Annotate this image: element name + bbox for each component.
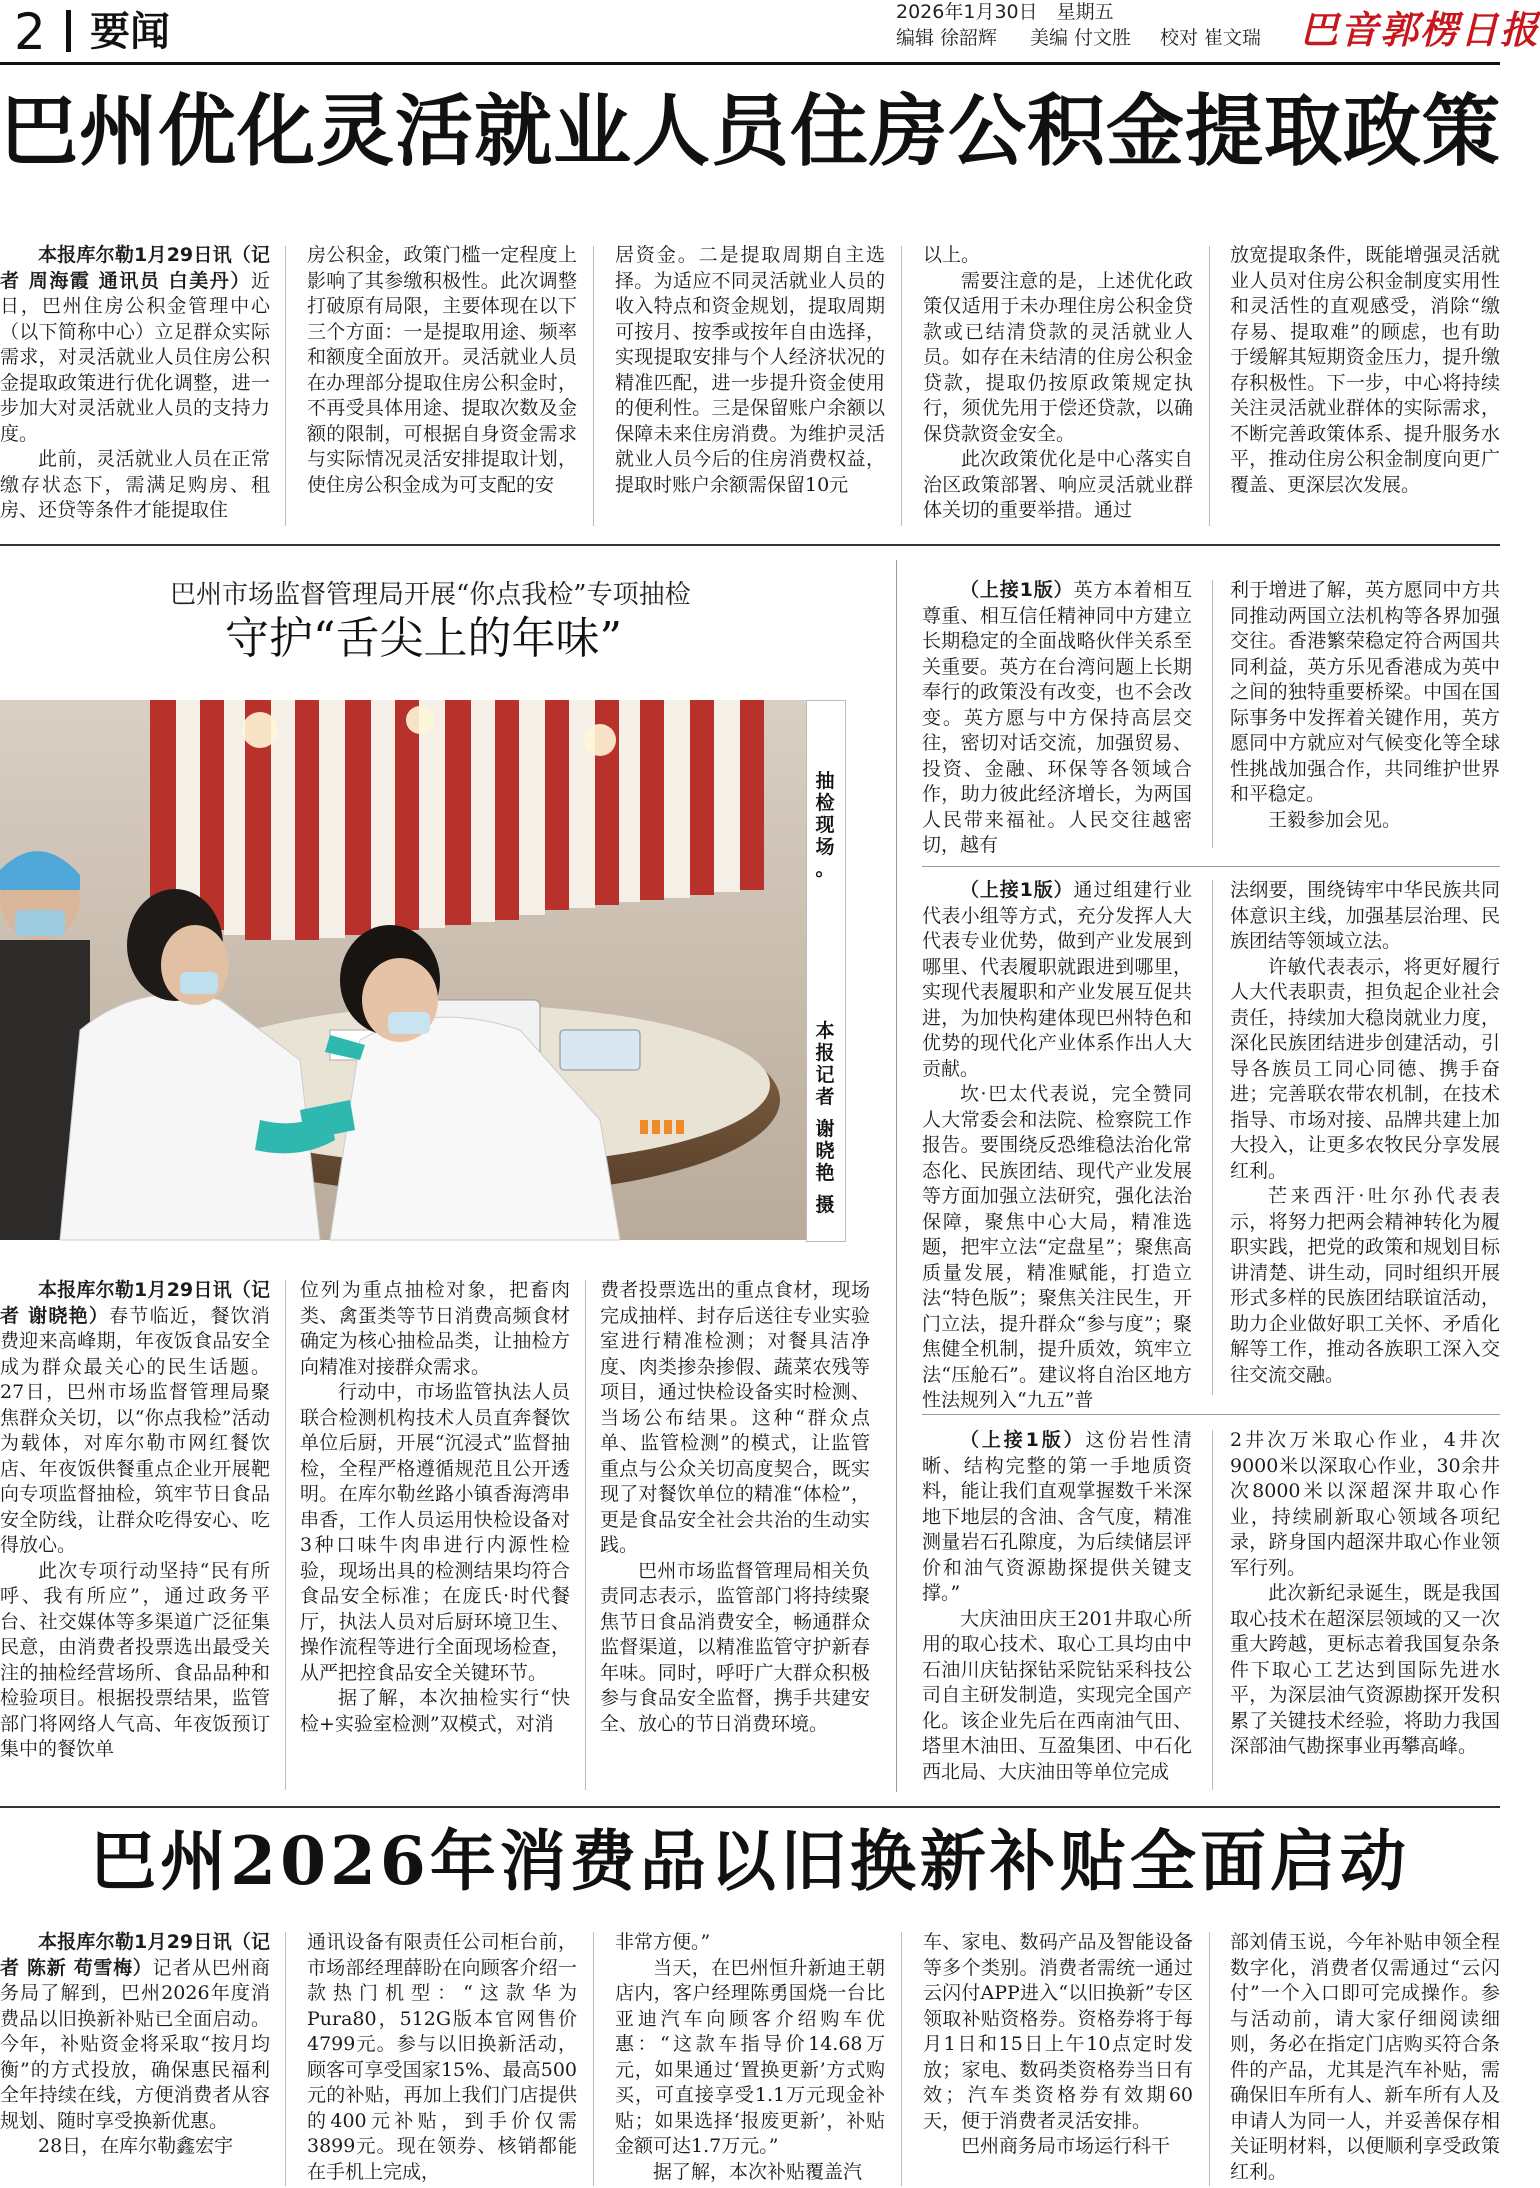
article1-column-4 — [923, 243, 1193, 528]
column-divider — [1212, 880, 1213, 1395]
column-divider — [1212, 1430, 1213, 1790]
article1-column-3 — [615, 243, 885, 528]
article3-column-1-text: 本报库尔勒1月29日讯（记者 陈新 苟雪梅）记者从巴州商务局了解到，巴州2026年度消费品以旧换新补贴已全面启动。今年，补贴资金将采取“按月均衡”的方式投放，确保惠民福利全年持续在线，方便消费者从容规划、随时享受换新优惠。 28日，在库尔勒鑫宏宇 — [0, 1931, 270, 2157]
photo-caption-scene: 抽 检 现 场 。 — [815, 770, 835, 880]
page-number: 2 — [14, 3, 46, 61]
article3-column-5 — [1230, 1930, 1500, 2188]
article2-column-1-text: 本报库尔勒1月29日讯（记者 谢晓艳）春节临近，餐饮消费迎来高峰期，年夜饭食品安全成为群众最关心的民生话题。27日，巴州市场监督管理局聚焦群众关切，以“你点我检”活动为载体，对库尔勒市网红餐饮店、年夜饭供餐重点企业开展靶向专项监督抽检，筑牢节日食品安全防线，让群众吃得安心、吃得放心。 此次专项行动坚持“民有所呼、我有所应”，通过政务平台、社交媒体等多渠道广泛征集民意，由消费者投票选出最受关注的抽检经营场所、食品品种和检验项目。根据投票结果，监管部门将网络人气高、年夜饭预订集中的餐饮单 — [0, 1279, 270, 1760]
continuation2-column-1-text: （上接1版）通过组建行业代表小组等方式，充分发挥人大代表专业优势，做到产业发展到哪里、代表履职就跟进到哪里，实现代表履职和产业发展互促共进，为加快构建体现巴州特色和优势的现代化产业体系作出人大贡献。 坎·巴太代表说，完全赞同人大常委会和法院、检察院工作报告。要围绕反恐维稳法治化常态化、民族团结、现代产业发展等方面加强立法研究，强化法治保障，聚焦中心大局，精准选题，把牢立法“定盘星”；聚焦高质量发展，精准赋能，打造立法“特色版”；聚焦关注民生，开门立法，提升群众“参与度”；聚焦健全机制，提升质效，筑牢立法“压舱石”。建议将自治区地方性法规列入“九五”普 — [922, 879, 1192, 1411]
continuation3-column-1-text: （上接1版）这份岩性清晰、结构完整的第一手地质资料，能让我们直观掌握数千米深地下地层的含油、含气度，精准测量岩石孔隙度，为后续储层评价和油气资源勘探提供关键支撑。” 大庆油田庆王201井取心所用的取心技术、取心工具均由中石油川庆钻探钻采院钻采科技公司自主研发制造，实现完全国产化。该企业先后在西南油气田、塔里木油田、互盈集团、中石化西北局、大庆油田等单位完成 — [922, 1429, 1192, 1783]
article1-column-1-text: 本报库尔勒1月29日讯（记者 周海霞 通讯员 白美丹）近日，巴州住房公积金管理中心（以下简称中心）立足群众实际需求，对灵活就业人员住房公积金提取政策进行优化调整，进一步加大对灵活就业人员的支持力度。 此前，灵活就业人员在正常缴存状态下，需满足购房、租房、还贷等条件才能提取住 — [0, 244, 270, 521]
continuation-separator — [922, 1414, 1500, 1415]
article3-column-2 — [307, 1930, 577, 2188]
continuation3-column-2-text: 2井次万米取心作业，4井次9000米以深取心作业，30余井次8000米以深超深井取心作业，持续刷新取心领域各项纪录，跻身国内超深井取心作业领军行列。 此次新纪录诞生，既是我国取心技术在超深层领域的又一次重大跨越，更标志着我国复杂条件下取心工艺达到国际先进水平，为深层油气资源勘探开发积累了关键技术经验，将助力我国深部油气勘探事业再攀高峰。 — [1230, 1429, 1500, 1757]
continuation2-column-2-text: 法纲要，围绕铸牢中华民族共同体意识主线，加强基层治理、民族团结等领域立法。 许敏代表表示，将更好履行人大代表职责，担负起企业社会责任，持续加大稳岗就业力度，深化民族团结进步创建活动，引导各族员工同心同德、携手奋进；完善联农带农机制，在技术指导、市场对接、品牌共建上加大投入，让更多农牧民分享发展红利。 芒来西汗·吐尔孙代表表示，将努力把两会精神转化为履职实践，把党的政策和规划目标讲清楚、讲生动，同时组织开展形式多样的民族团结联谊活动，助力企业做好职工关怀、矛盾化解等工作，推动各族职工深入交往交流交融。 — [1230, 879, 1500, 1386]
article3-column-1 — [0, 1930, 270, 2188]
continuation2-column-1 — [922, 878, 1192, 1411]
continuation1-column-1 — [922, 578, 1192, 856]
column-divider — [285, 1932, 286, 2186]
article3-column-2-text: 通讯设备有限责任公司柜台前，市场部经理薛盼在向顾客介绍一款热门机型：“这款华为Pura80，512G版本官网售价4799元。参与以旧换新活动，顾客可享受国家15%、最高500元的补贴，再加上我们门店提供的400元补贴，到手价仅需3899元。现在领券、核销都能在手机上完成， — [307, 1931, 577, 2183]
continuation3-column-2 — [1230, 1428, 1500, 1793]
article2-subtitle: 守护“舌尖上的年味” — [225, 613, 622, 664]
editor-credit: 编辑 徐韶辉 — [896, 27, 998, 49]
article2-column-3-text: 费者投票选出的重点食材，现场完成抽样、封存后送往专业实验室进行精准检测；对餐具洁净度、肉类掺杂掺假、蔬菜农残等项目，通过快检设备实时检测、当场公布结果。这种“群众点单、监管检测”的模式，让监管重点与公众关切高度契合，既实现了对餐饮单位的精准“体检”，更是食品安全社会共治的生动实践。 巴州市场监督管理局相关负责同志表示，监管部门将持续聚焦节日食品消费安全，畅通群众监督渠道，以精准监管守护新春年味。同时，呼吁广大群众积极参与食品安全监督，携手共建安全、放心的节日消费环境。 — [600, 1279, 870, 1735]
column-divider — [285, 1280, 286, 1790]
section-title: 要闻 — [90, 9, 170, 55]
article1-column-2 — [307, 243, 577, 528]
column-divider — [285, 246, 286, 526]
article3-headline: 巴州2026年消费品以旧换新补贴全面启动 — [90, 1822, 1410, 1900]
article1-column-2-text: 房公积金，政策门槛一定程度上影响了其参缴积极性。此次调整打破原有局限，主要体现在以下三个方面：一是提取用途、频率和额度全面放开。灵活就业人员在办理部分提取住房公积金时，不再受具体用途、提取次数及金额的限制，可根据自身资金需求与实际情况灵活安排提取计划，使住房公积金成为可支配的安 — [307, 244, 577, 496]
date-line: 2026年1月30日 星期五 — [896, 1, 1114, 23]
continuation2-column-2 — [1230, 878, 1500, 1398]
section-rule — [0, 1806, 1500, 1808]
article2-column-2-text: 位列为重点抽检对象，把畜肉类、禽蛋类等节日消费高频食材确定为核心抽检品类，让抽检方向精准对接群众需求。 行动中，市场监管执法人员联合检测机构技术人员直奔餐饮单位后厨，开展“沉浸式”监督抽检，全程严格遵循规范且公开透明。在库尔勒丝路小镇香海湾串串香，工作人员运用快检设备对3种口味牛肉串进行内源性检验，现场出具的检测结果均符合食品安全标准；在庞氏·时代餐厅，执法人员对后厨环境卫生、操作流程等进行全面现场检查，从严把控食品安全关键环节。 据了解，本次抽检实行“快检+实验室检测”双模式，对消 — [300, 1279, 570, 1735]
designer-credit: 美编 付文胜 — [1030, 27, 1132, 49]
proofreader-credit: 校对 崔文瑞 — [1160, 27, 1262, 49]
continuation1-column-2 — [1230, 578, 1500, 850]
column-divider — [593, 1932, 594, 2186]
continuation3-column-1 — [922, 1428, 1192, 1793]
photo-caption-credit: 本 报 记 者 谢 晓 艳 摄 — [815, 1020, 835, 1216]
article3-column-4 — [923, 1930, 1193, 2188]
continuation1-column-1-text: （上接1版）英方本着相互尊重、相互信任精神同中方建立长期稳定的全面战略伙伴关系至关重要。英方在台湾问题上长期奉行的政策没有改变，也不会改变。英方愿与中方保持高层交往，密切对话交流，加强贸易、投资、金融、环保等各领域合作，助力彼此经济增长，为两国人民带来福祉。人民交往越密切，越有 — [922, 579, 1192, 856]
article2-column-2 — [300, 1278, 570, 1793]
article2-column-1 — [0, 1278, 270, 1793]
column-divider — [585, 1280, 586, 1790]
right-block-divider — [896, 560, 897, 1792]
inspection-photo — [0, 700, 806, 1240]
column-divider — [901, 246, 902, 526]
continuation-separator — [922, 866, 1500, 867]
article1-column-3-text: 居资金。二是提取周期自主选择。为适应不同灵活就业人员的收入特点和资金规划，提取周期可按月、按季或按年自由选择，实现提取安排与个人经济状况的精准匹配，进一步提升资金使用的便利性。三是保留账户余额以保障未来住房消费。为维护灵活就业人员今后的住房消费权益，提取时账户余额需保留10元 — [615, 244, 885, 496]
article3-column-4-text: 车、家电、数码产品及智能设备等多个类别。消费者需统一通过云闪付APP进入“以旧换新”专区领取补贴资格券。资格券将于每月1日和15日上午10点定时发放；家电、数码类资格券当日有效；汽车类资格券有效期60天，便于消费者灵活安排。 巴州商务局市场运行科干 — [923, 1931, 1193, 2157]
article1-column-1 — [0, 243, 270, 528]
article2-kicker: 巴州市场监督管理局开展“你点我检”专项抽检 — [170, 580, 691, 610]
column-divider — [1209, 1932, 1210, 2186]
article3-column-3 — [615, 1930, 885, 2188]
continuation1-column-2-text: 利于增进了解，英方愿同中方共同推动两国立法机构等各界加强交往。香港繁荣稳定符合两国共同利益，英方乐见香港成为英中之间的独特重要桥梁。中国在国际事务中发挥着关键作用，英方愿同中方就应对气候变化等全球性挑战加强合作，共同维护世界和平稳定。 王毅参加会见。 — [1230, 579, 1500, 831]
section-rule — [0, 544, 1500, 546]
article1-column-4-text: 以上。 需要注意的是，上述优化政策仅适用于未办理住房公积金贷款或已结清贷款的灵活就业人员。如存在未结清的住房公积金贷款，提取仍按原政策规定执行，须优先用于偿还贷款，以确保贷款资金安全。 此次政策优化是中心落实自治区政策部署、响应灵活就业群体关切的重要举措。通过 — [923, 244, 1193, 521]
column-divider — [901, 1932, 902, 2186]
article1-column-5-text: 放宽提取条件，既能增强灵活就业人员对住房公积金制度实用性和灵活性的直观感受，消除“缴存易、提取难”的顾虑，也有助于缓解其短期资金压力，提升缴存积极性。下一步，中心将持续关注灵活就业群体的实际需求，不断完善政策体系、提升服务水平，推动住房公积金制度向更广覆盖、更深层次发展。 — [1230, 244, 1500, 496]
column-divider — [1209, 246, 1210, 526]
article3-column-3-text: 非常方便。” 当天，在巴州恒升新迪王朝店内，客户经理陈勇国烧一台比亚迪汽车向顾客介绍购车优惠：“这款车指导价14.68万元，如果通过‘置换更新’方式购买，可直接享受1.1万元现金补贴；如果选择‘报废更新’，补贴金额可达1.7万元。” 据了解，本次补贴覆盖汽 — [615, 1931, 885, 2183]
column-divider — [1212, 580, 1213, 848]
article1-column-5 — [1230, 243, 1500, 528]
masthead-rule — [0, 62, 1500, 65]
page-number-divider — [66, 10, 71, 52]
article1-headline: 巴州优化灵活就业人员住房公积金提取政策 — [0, 87, 1502, 177]
article2-column-3 — [600, 1278, 870, 1793]
article3-column-5-text: 部刘倩玉说，今年补贴申领全程数字化，消费者仅需通过“云闪付”一个入口即可完成操作。参与活动前，请大家仔细阅读细则，务必在指定门店购买符合条件的产品，尤其是汽车补贴，需确保旧车所有人、新车所有人及申请人为同一人，并妥善保存相关证明材料，以便顺利享受政策红利。 — [1230, 1931, 1500, 2183]
column-divider — [593, 246, 594, 526]
newspaper-logo: 巴音郭楞日报 — [1300, 7, 1540, 52]
